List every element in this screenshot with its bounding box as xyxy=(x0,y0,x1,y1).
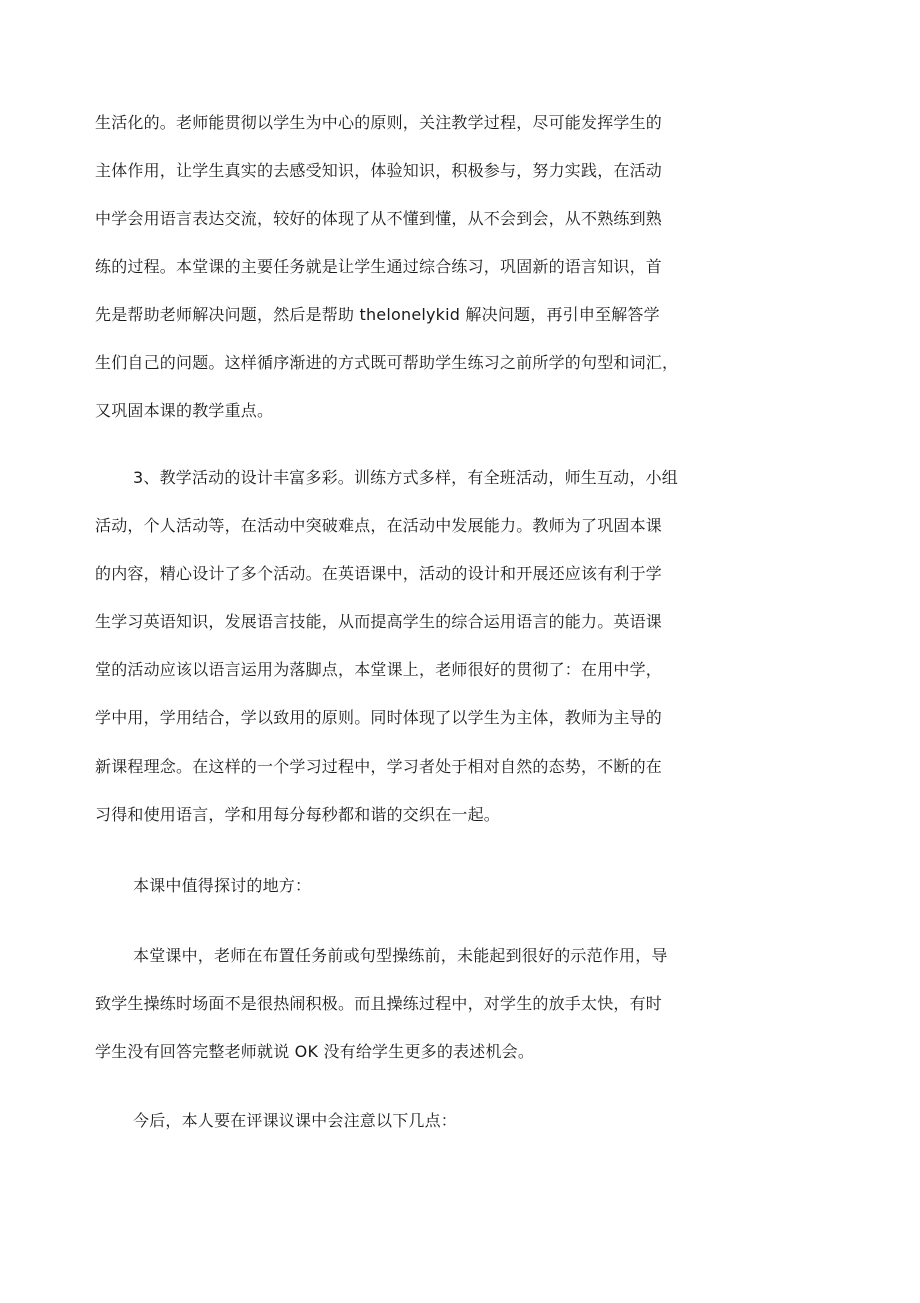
paragraph-2-line-7: 新课程理念。在这样的一个学习过程中，学习者处于相对自然的态势，不断的在 xyxy=(95,757,663,776)
paragraph-1-line-4: 练的过程。本堂课的主要任务就是让学生通过综合练习，巩固新的语言知识，首 xyxy=(95,257,663,276)
paragraph-1-line-3: 中学会用语言表达交流，较好的体现了从不懂到懂，从不会到会，从不熟练到熟 xyxy=(95,209,663,228)
paragraph-1-line-5: 先是帮助老师解决问题，然后是帮助 thelonelykid 解决问题，再引申至解答学 xyxy=(95,305,660,324)
paragraph-3-line-1: 本堂课中，老师在布置任务前或句型操练前，未能起到很好的示范作用，导 xyxy=(133,946,668,965)
paragraph-1-line-2: 主体作用，让学生真实的去感受知识，体验知识，积极参与，努力实践，在活动 xyxy=(95,161,663,180)
paragraph-2-line-4: 生学习英语知识，发展语言技能，从而提高学生的综合运用语言的能力。英语课 xyxy=(95,612,663,631)
paragraph-1-line-7: 又巩固本课的教学重点。 xyxy=(95,401,274,420)
paragraph-2-line-5: 堂的活动应该以语言运用为落脚点，本堂课上，老师很好的贯彻了：在用中学， xyxy=(95,660,663,679)
paragraph-3-line-2: 致学生操练时场面不是很热闹积极。而且操练过程中，对学生的放手太快，有时 xyxy=(95,994,663,1013)
paragraph-2-line-3: 的内容，精心设计了多个活动。在英语课中，活动的设计和开展还应该有利于学 xyxy=(95,564,663,583)
heading-discussion: 本课中值得探讨的地方： xyxy=(133,876,312,895)
paragraph-1-line-6: 生们自己的问题。这样循序渐进的方式既可帮助学生练习之前所学的句型和词汇， xyxy=(95,353,679,372)
paragraph-2-line-1: 3、教学活动的设计丰富多彩。训练方式多样，有全班活动，师生互动，小组 xyxy=(133,468,678,487)
paragraph-2-line-8: 习得和使用语言，学和用每分每秒都和谐的交织在一起。 xyxy=(95,805,501,824)
paragraph-2-line-6: 学中用，学用结合，学以致用的原则。同时体现了以学生为主体，教师为主导的 xyxy=(95,708,663,727)
heading-future: 今后，本人要在评课议课中会注意以下几点： xyxy=(133,1111,458,1130)
paragraph-2-line-2: 活动，个人活动等，在活动中突破难点，在活动中发展能力。教师为了巩固本课 xyxy=(95,516,663,535)
paragraph-1-line-1: 生活化的。老师能贯彻以学生为中心的原则，关注教学过程，尽可能发挥学生的 xyxy=(95,113,663,132)
paragraph-3-line-3: 学生没有回答完整老师就说 OK 没有给学生更多的表述机会。 xyxy=(95,1042,535,1061)
